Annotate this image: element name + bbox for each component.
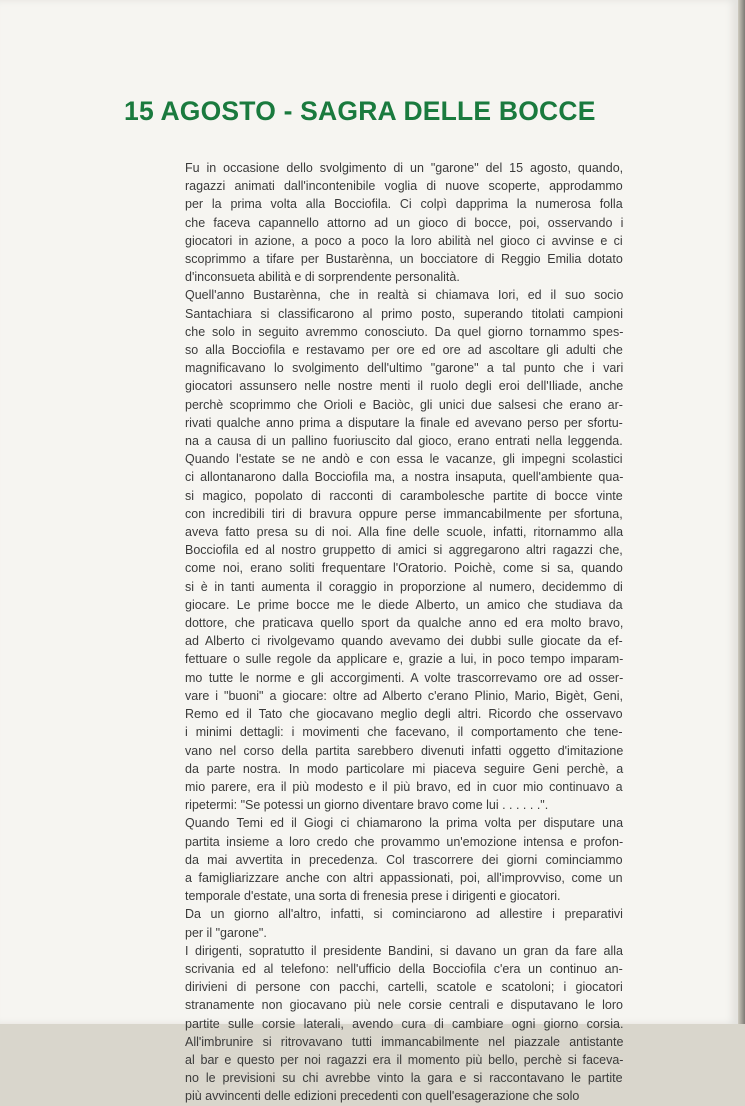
paragraph	[185, 905, 623, 941]
text-line: ad Alberto ci rivolgevamo quando avevamo dei dubbi sulle giocate da ef-	[185, 634, 623, 649]
page-edge	[738, 0, 745, 1024]
text-line: si è in tanti aumenta il coraggio in proporzione al numero, decidemmo di	[185, 579, 623, 594]
text-line: vano nel corso della partita sarebbero divenuti infatti oggetto d'imitazione	[185, 743, 624, 758]
text-line: giocatori in azione, a poco a poco la loro abilità nel gioco ci avvinse e ci	[185, 233, 623, 248]
text-line: fettuare o sulle regole da applicare e, grazie a lui, in poco tempo imparam-	[185, 652, 624, 667]
text-line: ci allontanarono dalla Bocciofila ma, a nostra insaputa, quell'ambiente qua-	[185, 470, 624, 485]
text-line: giocare. Le prime bocce me le diede Alberto, un amico che studiava da	[185, 597, 623, 612]
text-line: a famigliarizzare anche con altri appassionati, poi, all'improvviso, come un	[185, 870, 623, 885]
text-line: partita insieme a loro credo che provammo un'emozione intensa e profon-	[185, 834, 624, 849]
text-line: dottore, che praticava quello sport da qualche anno ed era molto bravo,	[185, 616, 624, 631]
text-line: perchè scoprimmo che Orioli e Baciòc, gli unici due salsesi che erano ar-	[185, 397, 623, 412]
article-body	[185, 159, 623, 1106]
text-line: All'imbrunire si ritrovavano tutti immancabilmente nel piazzale antistante	[185, 1034, 624, 1049]
text-line: mio parere, era il più modesto e il più bravo, ed in cuor mio continuavo a	[185, 779, 623, 794]
text-line: scoprimmo a tifare per Bustarènna, un bocciatore di Reggio Emilia dotato	[185, 252, 623, 267]
text-line: dirivieni di persone con pacchi, cartelli, scatole e scatoloni; i giocatori	[185, 980, 623, 995]
text-line: aveva fatto presa su di noi. Alla fine delle scuole, infatti, ritornammo alla	[185, 525, 624, 540]
text-line: stranamente non giocavano più nele corsie centrali e disputavano le loro	[185, 998, 623, 1013]
text-line: per la prima volta alla Bocciofila. Ci colpì dapprima la numerosa folla	[185, 197, 623, 212]
text-line: si magico, popolato di racconti di carambolesche partite di bocce vinte	[185, 488, 623, 503]
text-line: Quando Temi ed il Giogi ci chiamarono la prima volta per disputare una	[185, 816, 624, 831]
text-line: magnificavano lo svolgimento dell'ultimo "garone" a tal punto che i vari	[185, 361, 624, 376]
text-line: da mai avvertita in precedenza. Col trascorrere dei giorni cominciammo	[185, 852, 623, 867]
text-line: I dirigenti, sopratutto il presidente Bandini, si davano un gran da fare alla	[185, 943, 623, 958]
text-line: d'inconsueta abilità e di sorprendente personalità.	[185, 270, 460, 285]
text-line: scrivania ed al telefono: nell'ufficio della Bocciofila c'era un continuo an-	[185, 961, 623, 976]
text-line: vare i "buoni" a giocare: oltre ad Alberto c'erano Plinio, Mario, Bigèt, Geni,	[185, 688, 624, 703]
text-line: rivati qualche anno prima a disputare la finale ed avevano perso per sfortu-	[185, 415, 623, 430]
text-line: no le previsioni su chi avrebbe vinto la gara e si raccontavano le partite	[185, 1071, 623, 1086]
paragraph	[185, 159, 623, 286]
text-line: per il "garone".	[185, 925, 267, 940]
text-line: più avvincenti delle edizioni precedenti con quell'esagerazione che solo	[185, 1089, 580, 1104]
text-line: Quell'anno Bustarènna, che in realtà si chiamava Iori, ed il suo socio	[185, 288, 624, 303]
text-line: come noi, erano soliti frequentare l'Oratorio. Poichè, come si sa, quando	[185, 561, 623, 576]
paragraph	[185, 814, 623, 905]
text-line: giocatori assunsero nelle nostre menti il ruolo degli eroi dell'Iliade, anche	[185, 379, 624, 394]
text-line: Bocciofila ed al nostro gruppetto di amici si aggregarono altri ragazzi che,	[185, 543, 623, 558]
text-line: ripetermi: "Se potessi un giorno diventare bravo come lui . . . . . .".	[185, 798, 549, 813]
text-line: che solo in seguito avremmo conosciuto. Da quel giorno tornammo spes-	[185, 324, 624, 339]
text-line: so alla Bocciofila e restavamo per ore ed ore ad ascoltare gli adulti che	[185, 343, 623, 358]
paragraph	[185, 286, 623, 814]
text-line: Santachiara si classificarono al primo posto, superando titolati campioni	[185, 306, 624, 321]
text-line: Da un giorno all'altro, infatti, si cominciarono ad allestire i preparativi	[185, 907, 623, 922]
text-line: Fu in occasione dello svolgimento di un "garone" del 15 agosto, quando,	[185, 161, 624, 175]
text-line: i minimi dettagli: i movimenti che facevano, il comportamento che tene-	[185, 725, 623, 740]
text-line: temporale d'estate, una sorta di frenesia prese i dirigenti e giocatori.	[185, 889, 561, 904]
text-line: ragazzi animati dall'incontenibile voglia di nuove scoperte, approdammo	[185, 179, 623, 194]
text-line: al bar e questo per noi ragazzi era il momento più bello, perchè si faceva-	[185, 1052, 624, 1067]
text-line: partite sulle corsie laterali, avendo cura di cambiare ogni giorno corsia.	[185, 1016, 624, 1031]
text-line: da parte nostra. In modo particolare mi piaceva seguire Geni perchè, a	[185, 761, 624, 776]
text-line: Quando l'estate se ne andò e con essa le vacanze, gli impegni scolastici	[185, 452, 623, 467]
text-line: na a causa di un pallino fuoriuscito dal gioco, erano entrati nella leggenda.	[185, 434, 623, 449]
text-line: che faceva capannello attorno ad un gioco di bocce, poi, osservando i	[185, 215, 624, 230]
text-line: Remo ed il Tato che giocavano meglio degli altri. Ricordo che osservavo	[185, 707, 623, 722]
text-line: mo tutte le norme e gli accorgimenti. A volte trascorrevamo ore ad osser-	[185, 670, 624, 685]
text-line: con incredibili tiri di bravura oppure perse immancabilmente per sfortuna,	[185, 506, 623, 521]
page-title: 15 AGOSTO - SAGRA DELLE BOCCE	[124, 96, 596, 126]
